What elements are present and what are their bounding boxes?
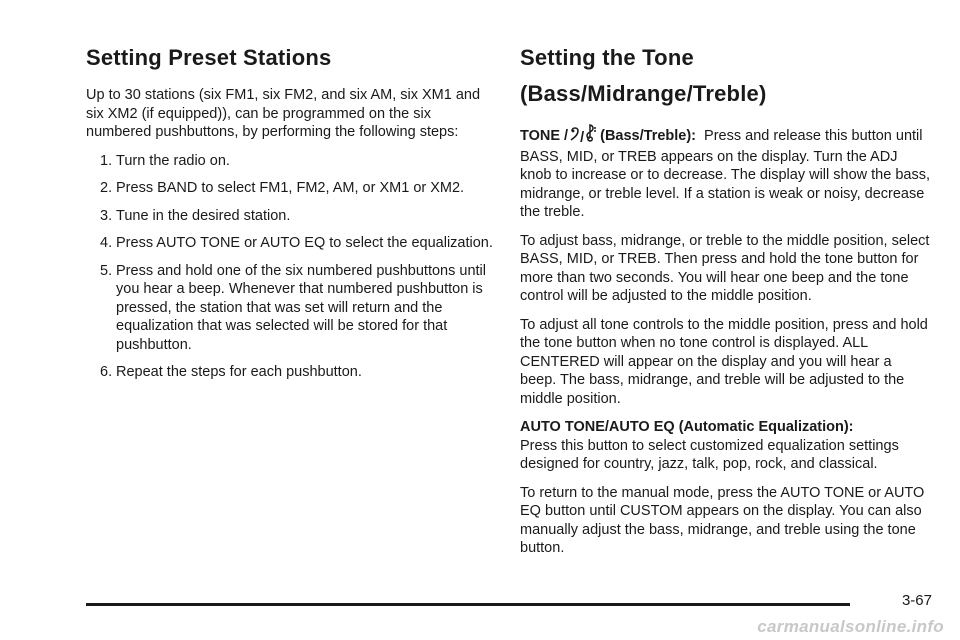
heading-line-1: Setting the Tone — [520, 45, 694, 70]
footer-divider — [86, 603, 850, 606]
step-text: Press AUTO TONE or AUTO EQ to select the equalization. — [116, 235, 493, 251]
manual-mode-paragraph: To return to the manual mode, press the AUTO TONE or AUTO EQ button until CUSTOM appears on the display. You can also manually adjust the bass, midrange, and treble using the tone button. — [520, 484, 925, 556]
tone-label-suffix: (Bass/Treble): — [600, 128, 697, 144]
bass-clef-icon — [570, 126, 580, 142]
adjust-middle-paragraph: To adjust bass, midrange, or treble to the middle position, select BASS, MID, or TREB. Then press and hold the tone button for more than two seconds. You will hear one beep and the tone control will be adjusted to the middle position. — [520, 232, 930, 304]
step-number: 6. — [100, 364, 113, 380]
list-item — [86, 179, 496, 198]
step-number: 2. — [100, 180, 113, 196]
step-text: Press BAND to select FM1, FM2, AM, or XM1 or XM2. — [116, 180, 465, 196]
heading-line-2: (Bass/Midrange/Treble) — [520, 81, 767, 106]
step-text: Tune in the desired station. — [116, 207, 291, 224]
list-item — [86, 234, 496, 253]
preset-steps-list — [86, 152, 496, 382]
all-controls-paragraph: To adjust all tone controls to the middle position, press and hold the tone button when no tone control is displayed. ALL CENTERED will appear on the display and you will hear a beep. The bass, midrange, and treble will be adjusted to the middle position. — [520, 316, 928, 407]
list-item — [86, 363, 496, 382]
step-number: 4. — [100, 235, 113, 251]
list-item — [86, 207, 496, 226]
step-text: Turn the radio on. — [116, 152, 230, 169]
tone-icons: / — [570, 124, 598, 148]
tone-label — [520, 128, 696, 144]
auto-eq-paragraph — [520, 418, 930, 474]
right-column — [520, 40, 930, 568]
section-heading-setting-tone — [520, 40, 930, 112]
page-number: 3-67 — [901, 592, 932, 609]
preset-intro-paragraph: Up to 30 stations (six FM1, six FM2, and six AM, six XM1 and six XM2 (if equipped)), can be programmed on the six numbered pushbuttons, by performing the following steps: — [86, 87, 481, 140]
section-heading-preset-stations: Setting Preset Stations — [86, 45, 332, 70]
tone-description: Press and release this button until BASS, MID, or TREB appears on the display. Turn the ADJ knob to increase or to decrease. The display will show the bass, midrange, or treble level. If a station is weak or noisy, decrease the treble. — [520, 128, 930, 220]
step-number: 1. — [100, 152, 113, 169]
step-number: 3. — [100, 207, 113, 224]
auto-eq-description: Press this button to select customized equalization settings designed for country, jazz, talk, pop, rock, and classical. — [520, 437, 899, 472]
step-text: Press and hold one of the six numbered pushbuttons until you hear a beep. Whenever that numbered pushbutton is pressed, the station that was set will return and the equalization that was selected will be stored for that pushbutton. — [116, 262, 486, 353]
step-text: Repeat the steps for each pushbutton. — [116, 364, 362, 380]
watermark: carmanualsonline.info — [757, 617, 944, 636]
step-number: 5. — [100, 262, 113, 279]
treble-clef-icon — [584, 124, 598, 142]
left-column — [86, 40, 496, 391]
list-item — [86, 152, 496, 171]
list-item — [86, 262, 496, 355]
auto-eq-label: AUTO TONE/AUTO EQ (Automatic Equalization): — [520, 419, 854, 435]
tone-paragraph — [520, 124, 930, 222]
tone-label-prefix: TONE / — [520, 128, 569, 144]
